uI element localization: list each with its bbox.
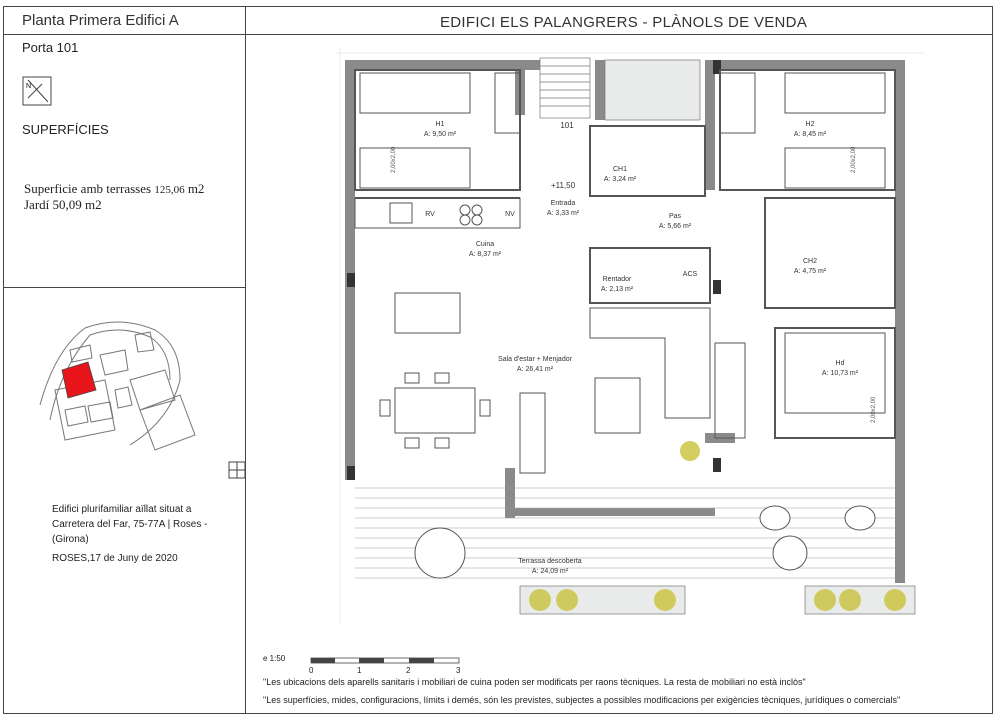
scale-tick-0: 0	[309, 666, 314, 675]
area-total	[24, 181, 204, 197]
room-ch1-area: A: 3,24 m²	[603, 176, 637, 183]
room-sala-area: A: 26,41 m²	[516, 366, 554, 373]
room-hd-area: A: 10,73 m²	[821, 370, 859, 377]
scale-tick-2: 2	[406, 666, 411, 675]
note-1: "Les ubicacions dels aparells sanitaris i mobiliari de cuina poden ser modificats per raons tècniques. La resta de mobiliari no està inclòs"	[263, 677, 806, 687]
room-cuina-area: A: 8,37 m²	[468, 251, 502, 258]
sheet-title: Planta Primera Edifici A	[22, 12, 179, 29]
room-ch1-name: CH1	[612, 166, 628, 173]
compass-letter: N	[26, 83, 32, 90]
bed-size-h1: 2,00x2,00	[391, 146, 397, 173]
note-2: "Les superfícies, mides, configuracions, límits i demés, són les previstes, subjectes a possibles modificacions per exigències tècniques, jurídiques o comercials"	[263, 695, 901, 705]
room-h1-name: H1	[435, 121, 445, 128]
area-total-value: 125,06	[154, 184, 185, 196]
scale-tick-1: 1	[357, 666, 362, 675]
building-address: Edifici plurifamiliar aïllat situat a Carretera del Far, 75-77A | Roses - (Girona)	[52, 504, 208, 545]
column-marker	[713, 280, 721, 294]
room-h2-name: H2	[805, 121, 815, 128]
room-terrassa-name: Terrassa descoberta	[518, 558, 582, 565]
room-h1-area: A: 9,50 m²	[423, 131, 457, 138]
header-divider	[3, 34, 993, 35]
room-entrada-area: A: 3,33 m²	[546, 210, 580, 217]
level-marker: +11,50	[550, 181, 576, 190]
room-rentador-area: A: 2,13 m²	[600, 286, 634, 293]
bed-size-hd: 2,00x2,00	[871, 396, 877, 423]
header-title: EDIFICI ELS PALANGRERS - PLÀNOLS DE VENDA	[440, 14, 808, 31]
room-sala-name: Sala d'estar + Menjador	[498, 356, 572, 363]
room-pas-name: Pas	[668, 213, 682, 220]
area-total-label: Superficie amb terrasses	[24, 181, 152, 196]
scale-tick-3: 3	[456, 666, 461, 675]
unit-label: Porta 101	[22, 40, 79, 55]
room-pas-area: A: 5,66 m²	[658, 223, 692, 230]
floor-plan	[335, 48, 925, 623]
room-ch2-area: A: 4,75 m²	[793, 268, 827, 275]
place-date: ROSES,17 de Juny de 2020	[52, 553, 178, 564]
room-hd-name: Hd	[835, 360, 845, 367]
bed-size-h2: 2,00x2,00	[851, 146, 857, 173]
room-rentador-name: Rentador	[602, 276, 632, 283]
compass-icon	[22, 76, 52, 106]
area-total-unit: m2	[187, 181, 205, 196]
room-cuina-name: Cuina	[475, 241, 495, 248]
door-number: 101	[560, 121, 574, 130]
room-h2-area: A: 8,45 m²	[793, 131, 827, 138]
bed-h1-bottom	[360, 148, 470, 188]
acs-label: ACS	[682, 271, 698, 278]
left-panel-divider	[245, 6, 246, 714]
rv-label: RV	[425, 211, 435, 218]
scale-bar	[310, 656, 462, 666]
area-garden: Jardí 50,09 m2	[24, 197, 102, 212]
room-ch2-name: CH2	[802, 258, 818, 265]
surfaces-heading: SUPERFÍCIES	[22, 122, 109, 137]
nv-label: NV	[505, 211, 515, 218]
small-grid-icon	[228, 461, 246, 479]
terrace-table	[415, 528, 465, 578]
unit-location-highlight	[62, 362, 96, 398]
left-panel-mid-divider	[3, 287, 245, 288]
column-marker	[347, 466, 355, 480]
room-entrada-name: Entrada	[550, 200, 576, 207]
column-marker	[713, 458, 721, 472]
scale-label: e 1:50	[263, 654, 286, 663]
site-key-plan	[30, 310, 200, 460]
bed-h1-top	[360, 73, 470, 113]
column-marker	[347, 273, 355, 287]
room-terrassa-area: A: 24,09 m²	[531, 568, 569, 575]
